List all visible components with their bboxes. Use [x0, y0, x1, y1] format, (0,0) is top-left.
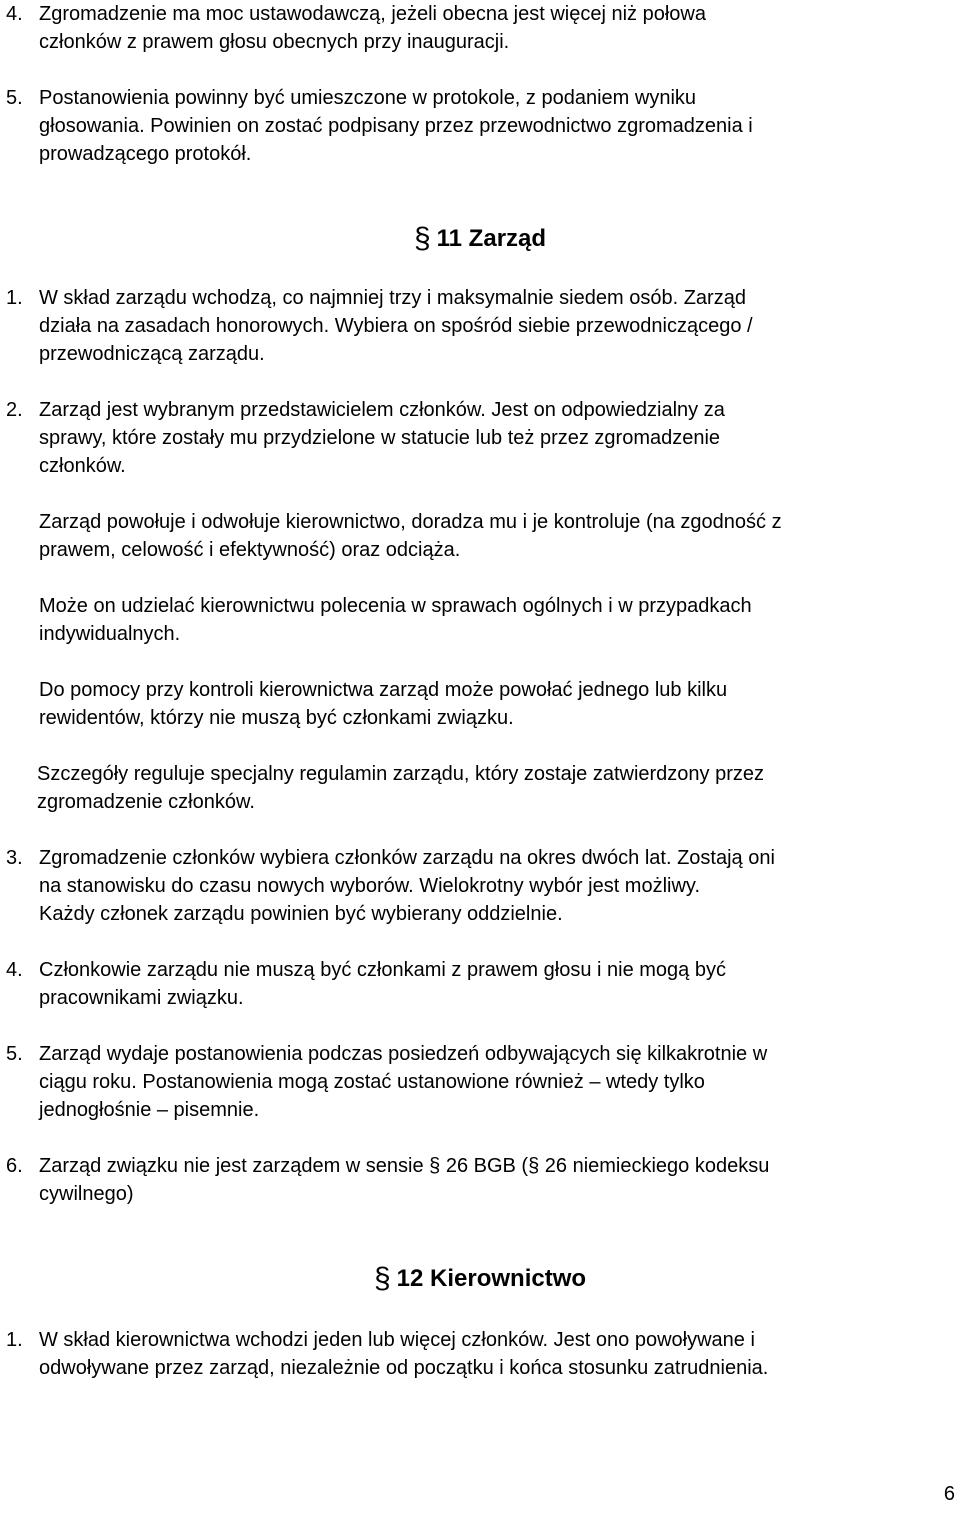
list-number: 3. — [6, 847, 23, 869]
list-item — [6, 844, 948, 928]
list-number: 2. — [6, 399, 23, 421]
list-item — [6, 1326, 948, 1382]
section-title: 11 Zarząd — [436, 225, 547, 252]
paragraph-sign: § — [373, 1262, 391, 1295]
list-item — [6, 396, 948, 480]
paragraph: Zarząd powołuje i odwołuje kierownictwo, doradza mu i je kontroluje (na zgodność z prawem, celowość i efektywność) oraz odciąża. — [39, 511, 782, 561]
list-number: 4. — [6, 3, 23, 25]
paragraph: Może on udzielać kierownictwu polecenia w sprawach ogólnych i w przypadkach indywidualnych. — [39, 595, 752, 645]
list-text: W skład kierownictwa wchodzi jeden lub więcej członków. Jest ono powoływane i odwoływane przez zarząd, niezależnie od początku i końca stosunku zatrudnienia. — [39, 1329, 769, 1379]
list-item — [6, 284, 948, 368]
list-item — [6, 0, 948, 56]
list-item — [6, 1040, 948, 1124]
list-number: 1. — [6, 287, 23, 309]
list-number: 4. — [6, 959, 23, 981]
list-item — [6, 956, 948, 1012]
list-number: 5. — [6, 1043, 23, 1065]
section-heading — [0, 1264, 960, 1294]
section-title: 12 Kierownictwo — [396, 1265, 587, 1292]
list-text: W skład zarządu wchodzą, co najmniej trzy i maksymalnie siedem osób. Zarząd działa na zasadach honorowych. Wybiera on spośród siebie przewodniczącego / przewodniczącą zarządu. — [39, 287, 753, 365]
list-number: 5. — [6, 87, 23, 109]
list-text: Członkowie zarządu nie muszą być członkami z prawem głosu i nie mogą być pracownikami związku. — [39, 959, 726, 1009]
list-text: Postanowienia powinny być umieszczone w protokole, z podaniem wyniku głosowania. Powinien on zostać podpisany przez przewodnictwo zgromadzenia i prowadzącego protokół. — [39, 87, 753, 165]
paragraph: Szczegóły reguluje specjalny regulamin zarządu, który zostaje zatwierdzony przez zgromadzenie członków. — [37, 763, 765, 813]
paragraph-sign: § — [413, 222, 431, 255]
paragraph: Do pomocy przy kontroli kierownictwa zarząd może powołać jednego lub kilku rewidentów, którzy nie muszą być członkami związku. — [39, 679, 728, 729]
list-item — [6, 84, 948, 168]
list-number: 1. — [6, 1329, 23, 1351]
section-heading — [0, 224, 960, 254]
list-text: Zarząd wydaje postanowienia podczas posiedzeń odbywających się kilkakrotnie w ciągu roku. Postanowienia mogą zostać ustanowione również – wtedy tylko jednogłośnie – pisemnie. — [39, 1043, 768, 1121]
page-number: 6 — [943, 1483, 955, 1505]
list-text: Zarząd jest wybranym przedstawicielem członków. Jest on odpowiedzialny za sprawy, które zostały mu przydzielone w statucie lub też przez zgromadzenie członków. — [39, 399, 725, 477]
list-item — [6, 1152, 948, 1208]
list-text: Zgromadzenie ma moc ustawodawczą, jeżeli obecna jest więcej niż połowa członków z prawem głosu obecnych przy inauguracji. — [39, 3, 706, 53]
list-number: 6. — [6, 1155, 23, 1177]
list-text: Zgromadzenie członków wybiera członków zarządu na okres dwóch lat. Zostają oni na stanowisku do czasu nowych wyborów. Wielokrotny wybór jest możliwy. Każdy członek zarządu powinien być wybierany oddzielnie. — [39, 847, 775, 925]
list-text: Zarząd związku nie jest zarządem w sensie § 26 BGB (§ 26 niemieckiego kodeksu cywilnego) — [39, 1155, 770, 1205]
